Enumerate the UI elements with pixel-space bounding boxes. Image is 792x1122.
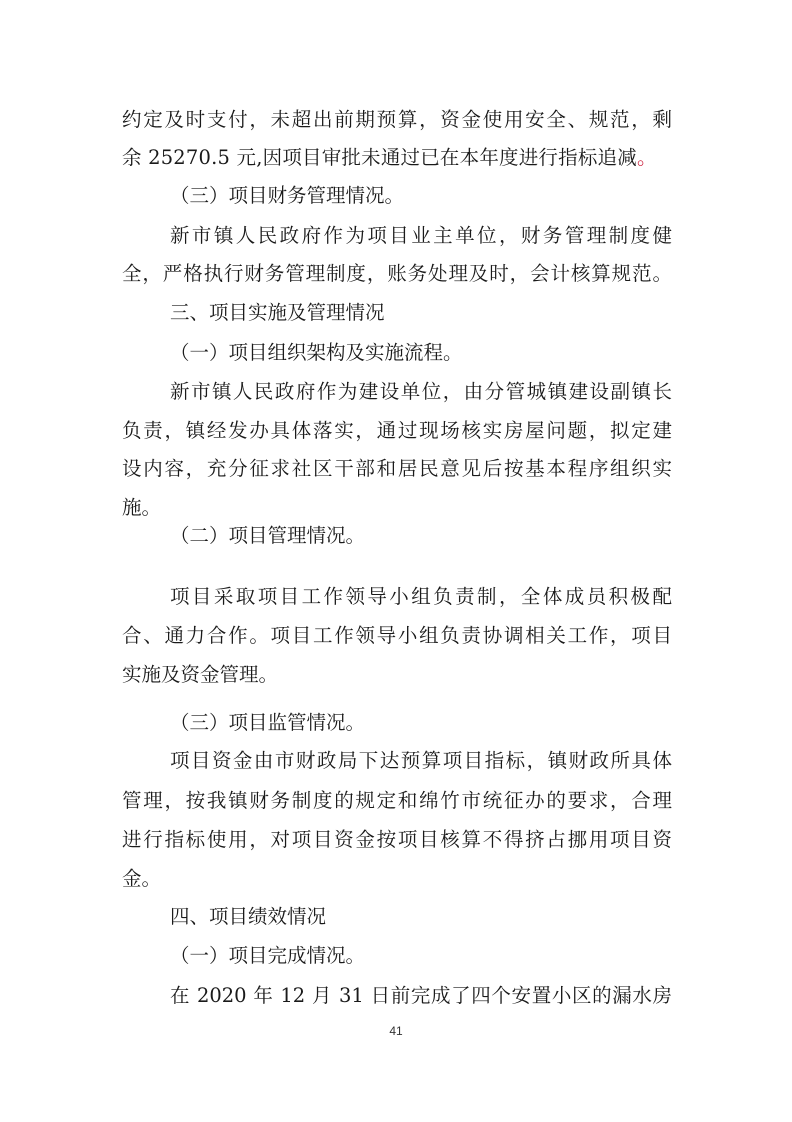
paragraph-line-text: 余 25270.5 元,因项目审批未通过已在本年度进行指标追减 [122,146,637,169]
paragraph-line: 合、通力合作。项目工作领导小组负责协调相关工作，项目 [122,624,672,647]
red-period: 。 [636,146,657,169]
paragraph-line: 负责，镇经发办具体落实，通过现场核实房屋问题，拟定建 [122,419,672,442]
section-heading: （一）项目完成情况。 [170,944,366,967]
paragraph-line [122,141,672,175]
paragraph-line: 在 2020 年 12 月 31 日前完成了四个安置小区的漏水房 [170,984,672,1007]
page-number: 41 [389,1024,403,1038]
paragraph-line: 设内容，充分征求社区干部和居民意见后按基本程序组织实 [122,457,672,480]
chapter-heading: 三、项目实施及管理情况 [170,301,385,324]
paragraph-line: 全，严格执行财务管理制度，账务处理及时，会计核算规范。 [122,262,672,285]
paragraph-line: 新市镇人民政府作为项目业主单位，财务管理制度健 [170,224,672,247]
paragraph-line: 项目资金由市财政局下达预算项目指标，镇财政所具体 [170,749,672,772]
paragraph-line: 进行指标使用，对项目资金按项目核算不得挤占挪用项目资 [122,828,672,851]
paragraph-line: 项目采取项目工作领导小组负责制，全体成员积极配 [170,585,672,608]
section-heading: （三）项目监管情况。 [170,711,366,734]
paragraph-line: 管理，按我镇财务制度的规定和绵竹市统征办的要求，合理 [122,789,672,812]
section-heading: （三）项目财务管理情况。 [170,184,405,207]
section-heading: （二）项目管理情况。 [170,524,366,547]
section-heading: （一）项目组织架构及实施流程。 [170,341,463,364]
chapter-heading: 四、项目绩效情况 [170,905,327,928]
paragraph-line: 金。 [122,867,162,890]
paragraph-line: 实施及资金管理。 [122,663,279,686]
paragraph-line: 约定及时支付，未超出前期预算，资金使用安全、规范，剩 [122,108,672,131]
paragraph-line: 施。 [122,496,162,519]
paragraph-line: 新市镇人民政府作为建设单位，由分管城镇建设副镇长 [170,380,672,403]
